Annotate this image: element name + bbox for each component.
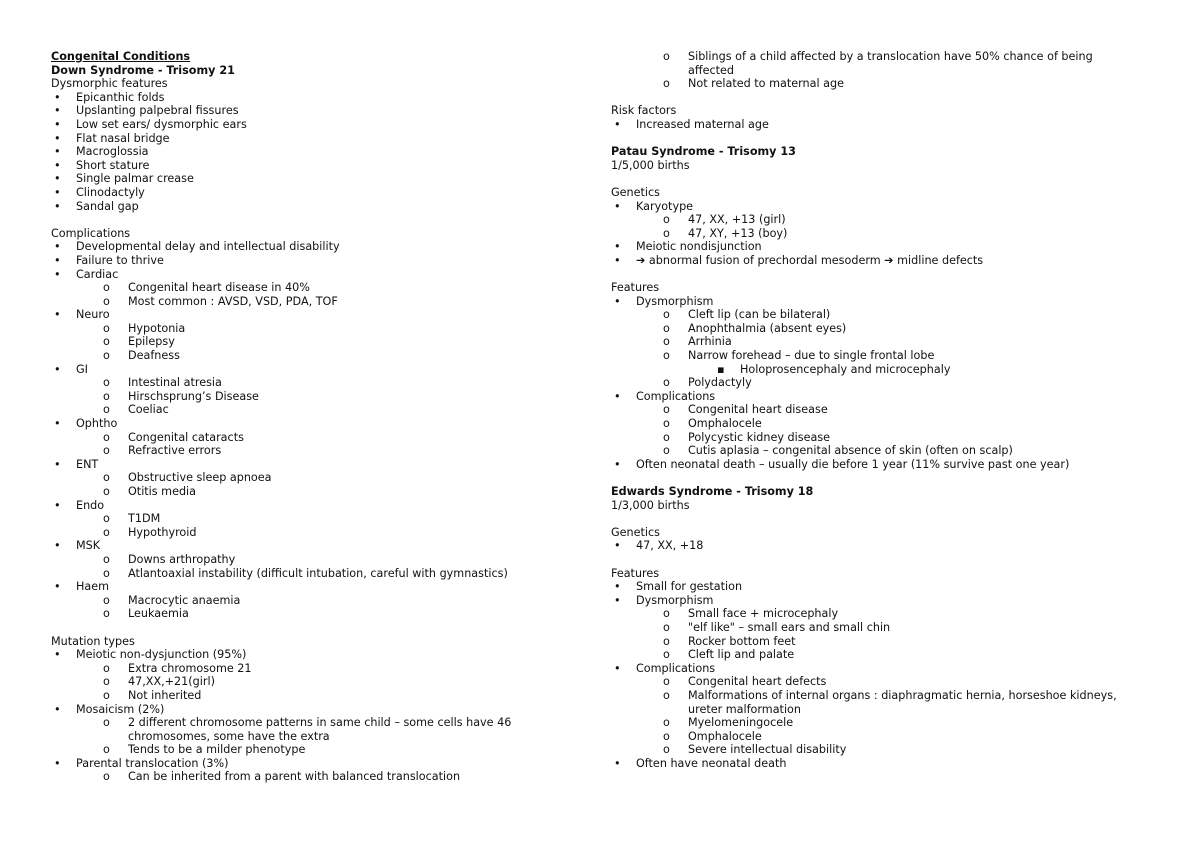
- list-item: [51, 743, 571, 757]
- list-item: [51, 132, 571, 146]
- line-text: Flat nasal bridge: [76, 131, 170, 145]
- list-item: [51, 703, 571, 717]
- section-heading: [611, 145, 1151, 159]
- list-item: [51, 567, 571, 581]
- line-text: Cardiac: [76, 267, 119, 281]
- list-item: [51, 363, 571, 377]
- bullet-icon: o: [103, 743, 110, 757]
- list-item: [611, 757, 1151, 771]
- section-label: [51, 635, 571, 649]
- bullet-icon: o: [103, 770, 110, 784]
- bullet-icon: o: [663, 335, 670, 349]
- list-item: [611, 349, 1151, 363]
- list-item: [611, 322, 1151, 336]
- line-text: Small face + microcephaly: [688, 607, 839, 621]
- list-item: [51, 526, 571, 540]
- line-text: Small for gestation: [636, 580, 743, 594]
- spacer: [611, 512, 1151, 526]
- line-text: Epicanthic folds: [76, 90, 165, 104]
- line-text: Omphalocele: [688, 729, 762, 743]
- bullet-icon: •: [54, 580, 61, 594]
- bullet-icon: •: [54, 117, 61, 131]
- list-item: [611, 458, 1151, 472]
- list-item: [51, 200, 571, 214]
- line-text: Extra chromosome 21: [128, 661, 252, 675]
- section-label: [611, 186, 1151, 200]
- bullet-icon: o: [103, 471, 110, 485]
- line-text: Congenital cataracts: [128, 430, 244, 444]
- spacer: [51, 621, 571, 635]
- bullet-icon: •: [54, 158, 61, 172]
- bullet-icon: o: [663, 213, 670, 227]
- line-text: Congenital heart defects: [688, 675, 827, 689]
- line-text: Developmental delay and intellectual disability: [76, 240, 340, 254]
- line-text: Often have neonatal death: [636, 756, 787, 770]
- bullet-icon: •: [614, 389, 621, 403]
- bullet-icon: o: [103, 389, 110, 403]
- bullet-icon: •: [54, 539, 61, 553]
- line-text: Coeliac: [128, 403, 169, 417]
- line-text: Clinodactyly: [76, 185, 145, 199]
- section-label: [51, 77, 571, 91]
- list-item: [611, 77, 1151, 91]
- bullet-icon: o: [103, 512, 110, 526]
- line-text: Polycystic kidney disease: [688, 430, 831, 444]
- list-item: [611, 213, 1151, 227]
- bullet-icon: o: [103, 321, 110, 335]
- list-item: [51, 322, 571, 336]
- spacer: [51, 213, 571, 227]
- bullet-icon: •: [54, 362, 61, 376]
- list-item: [51, 471, 571, 485]
- bullet-icon: o: [103, 607, 110, 621]
- list-item: [51, 757, 571, 771]
- line-text: Arrhinia: [688, 335, 732, 349]
- list-item: [51, 444, 571, 458]
- line-text: Complications: [636, 389, 716, 403]
- list-item: [51, 485, 571, 499]
- bullet-icon: •: [54, 498, 61, 512]
- bullet-icon: •: [54, 756, 61, 770]
- list-item: [611, 539, 1151, 553]
- list-item: [51, 104, 571, 118]
- line-text: Genetics: [611, 525, 660, 539]
- list-item: [611, 308, 1151, 322]
- bullet-icon: •: [614, 240, 621, 254]
- list-item: [51, 539, 571, 553]
- bullet-icon: o: [103, 444, 110, 458]
- section-label: [611, 499, 1151, 513]
- list-item: [51, 295, 571, 309]
- list-item: [611, 675, 1151, 689]
- line-text: Edwards Syndrome - Trisomy 18: [611, 485, 814, 498]
- line-text: Features: [611, 281, 660, 295]
- bullet-icon: •: [54, 131, 61, 145]
- bullet-icon: o: [663, 444, 670, 458]
- bullet-icon: •: [54, 702, 61, 716]
- bullet-icon: o: [103, 403, 110, 417]
- bullet-icon: o: [663, 729, 670, 743]
- line-text: Parental translocation (3%): [76, 756, 229, 770]
- bullet-icon: •: [614, 117, 621, 131]
- line-text: 47, XX, +13 (girl): [688, 213, 786, 227]
- line-text: 47, XY, +13 (boy): [688, 226, 788, 240]
- bullet-icon: o: [663, 376, 670, 390]
- bullet-icon: o: [103, 294, 110, 308]
- bullet-icon: o: [663, 620, 670, 634]
- spacer: [611, 91, 1151, 105]
- bullet-icon: o: [663, 50, 670, 63]
- line-text: Endo: [76, 498, 105, 512]
- list-item: [51, 580, 571, 594]
- line-text: 2 different chromosome patterns in same child – some cells have 46: [128, 716, 512, 730]
- bullet-icon: o: [103, 661, 110, 675]
- line-text: Macrocytic anaemia: [128, 593, 241, 607]
- line-text: Cleft lip and palate: [688, 648, 795, 662]
- bullet-icon: o: [663, 417, 670, 431]
- bullet-icon: o: [103, 552, 110, 566]
- line-text: Meiotic nondisjunction: [636, 240, 762, 254]
- list-item: [51, 662, 571, 676]
- list-item: [611, 390, 1151, 404]
- list-item: [51, 281, 571, 295]
- bullet-icon: •: [54, 199, 61, 213]
- list-item: [51, 308, 571, 322]
- list-item: [51, 240, 571, 254]
- line-text: ➔ abnormal fusion of prechordal mesoderm ➔ midline defects: [636, 253, 984, 267]
- bullet-icon: •: [54, 145, 61, 159]
- line-text: Mosaicism (2%): [76, 702, 165, 716]
- list-item: [51, 159, 571, 173]
- list-item: [611, 607, 1151, 621]
- bullet-icon: o: [103, 335, 110, 349]
- list-item: [51, 390, 571, 404]
- list-item: [51, 648, 571, 662]
- bullet-icon: •: [614, 294, 621, 308]
- bullet-icon: •: [54, 172, 61, 186]
- bullet-icon: •: [614, 661, 621, 675]
- bullet-icon: o: [663, 675, 670, 689]
- list-item: [611, 335, 1151, 349]
- list-item: [51, 145, 571, 159]
- line-text: Not inherited: [128, 688, 202, 702]
- list-item: [51, 512, 571, 526]
- list-item: [611, 621, 1151, 635]
- list-item: [611, 689, 1151, 703]
- list-item: [51, 376, 571, 390]
- line-text: chromosomes, some have the extra: [128, 729, 330, 743]
- list-item: [611, 716, 1151, 730]
- bullet-icon: •: [614, 756, 621, 770]
- list-item: [611, 118, 1151, 132]
- list-item: [611, 254, 1151, 268]
- bullet-icon: •: [54, 457, 61, 471]
- line-text: ureter malformation: [688, 702, 801, 716]
- list-item: [611, 580, 1151, 594]
- list-item: [51, 172, 571, 186]
- list-item: [611, 295, 1151, 309]
- line-text: Intestinal atresia: [128, 376, 222, 390]
- line-text: Short stature: [76, 158, 150, 172]
- line-text: 47,XX,+21(girl): [128, 675, 215, 689]
- list-item: [611, 635, 1151, 649]
- section-heading: [51, 64, 571, 78]
- section-label: [51, 227, 571, 241]
- line-text: ENT: [76, 457, 99, 471]
- list-item: [611, 363, 1151, 377]
- bullet-icon: •: [614, 539, 621, 553]
- list-item: [51, 403, 571, 417]
- line-text: Hypotonia: [128, 321, 186, 335]
- line-text: T1DM: [128, 512, 161, 526]
- list-item: [51, 458, 571, 472]
- bullet-icon: o: [663, 607, 670, 621]
- bullet-icon: o: [103, 349, 110, 363]
- list-item: [51, 716, 571, 730]
- bullet-icon: o: [663, 688, 670, 702]
- line-text: Atlantoaxial instability (difficult intubation, careful with gymnastics): [128, 566, 508, 580]
- line-text: "elf like" – small ears and small chin: [688, 620, 891, 634]
- left-column: [51, 50, 571, 784]
- line-text: GI: [76, 362, 88, 376]
- right-column: [611, 50, 1151, 770]
- section-label: [611, 526, 1151, 540]
- line-text: Leukaemia: [128, 607, 189, 621]
- line-text: Severe intellectual disability: [688, 743, 847, 757]
- bullet-icon: o: [103, 716, 110, 730]
- list-item: [51, 607, 571, 621]
- line-text: Karyotype: [636, 199, 694, 213]
- list-item: [51, 594, 571, 608]
- list-item: [611, 50, 1151, 64]
- bullet-icon: o: [103, 593, 110, 607]
- line-text: Most common : AVSD, VSD, PDA, TOF: [128, 294, 338, 308]
- spacer: [611, 268, 1151, 282]
- line-text: Cutis aplasia – congenital absence of skin (often on scalp): [688, 444, 1013, 458]
- bullet-icon: o: [103, 688, 110, 702]
- section-label: [611, 281, 1151, 295]
- bullet-icon: •: [54, 648, 61, 662]
- line-text: Failure to thrive: [76, 253, 164, 267]
- bullet-icon: •: [54, 240, 61, 254]
- line-text: Malformations of internal organs : diaphragmatic hernia, horseshoe kidneys,: [688, 688, 1117, 702]
- line-text: Downs arthropathy: [128, 552, 236, 566]
- line-text: Mutation types: [51, 634, 135, 648]
- list-item: [611, 200, 1151, 214]
- line-text: Narrow forehead – due to single frontal lobe: [688, 349, 935, 363]
- bullet-icon: •: [614, 253, 621, 267]
- bullet-icon: o: [663, 349, 670, 363]
- bullet-icon: o: [103, 430, 110, 444]
- bullet-icon: o: [663, 430, 670, 444]
- list-item: [611, 227, 1151, 241]
- bullet-icon: o: [663, 634, 670, 648]
- line-text: 1/5,000 births: [611, 158, 690, 172]
- line-text: Otitis media: [128, 485, 197, 498]
- line-text: Upslanting palpebral fissures: [76, 104, 239, 118]
- line-text: Congenital Conditions: [51, 50, 191, 63]
- bullet-icon: •: [54, 267, 61, 281]
- line-text: Patau Syndrome - Trisomy 13: [611, 145, 796, 159]
- list-item: [51, 675, 571, 689]
- bullet-icon: •: [54, 308, 61, 322]
- bullet-icon: o: [663, 648, 670, 662]
- line-text: affected: [688, 63, 734, 77]
- line-text: Can be inherited from a parent with balanced translocation: [128, 770, 461, 784]
- list-item: [611, 403, 1151, 417]
- line-text: Single palmar crease: [76, 172, 194, 186]
- line-text: Obstructive sleep apnoea: [128, 471, 272, 485]
- bullet-icon: o: [103, 376, 110, 390]
- line-text: 47, XX, +18: [636, 539, 704, 553]
- line-text: Increased maternal age: [636, 117, 769, 131]
- bullet-icon: o: [663, 321, 670, 335]
- bullet-icon: o: [663, 716, 670, 730]
- list-item: [51, 91, 571, 105]
- line-text: 1/3,000 births: [611, 498, 690, 512]
- list-item: [611, 594, 1151, 608]
- spacer: [611, 553, 1151, 567]
- line-text: Anophthalmia (absent eyes): [688, 321, 847, 335]
- spacer: [611, 172, 1151, 186]
- bullet-icon: •: [54, 417, 61, 431]
- list-item: [51, 186, 571, 200]
- bullet-icon: •: [614, 199, 621, 213]
- bullet-icon: o: [103, 525, 110, 539]
- line-text: Siblings of a child affected by a translocation have 50% chance of being: [688, 50, 1093, 63]
- line-text: Refractive errors: [128, 444, 222, 458]
- bullet-icon: o: [103, 675, 110, 689]
- line-text: Features: [611, 566, 660, 580]
- line-text: Haem: [76, 580, 110, 594]
- list-item: [51, 417, 571, 431]
- bullet-icon: •: [614, 593, 621, 607]
- list-item: [51, 349, 571, 363]
- line-text: Meiotic non-dysjunction (95%): [76, 648, 247, 662]
- list-item: [51, 770, 571, 784]
- list-item: [611, 662, 1151, 676]
- bullet-icon: o: [663, 308, 670, 322]
- line-text: Hirschsprung’s Disease: [128, 389, 259, 403]
- line-text: Deafness: [128, 349, 180, 363]
- section-label: [611, 104, 1151, 118]
- bullet-icon: •: [54, 90, 61, 104]
- line-text: Epilepsy: [128, 335, 175, 349]
- line-text: Dysmorphic features: [51, 77, 168, 91]
- line-text: Often neonatal death – usually die before 1 year (11% survive past one year): [636, 457, 1070, 471]
- list-item: [51, 553, 571, 567]
- line-text: Complications: [51, 226, 131, 240]
- line-text: Sandal gap: [76, 199, 139, 213]
- line-text: Tends to be a milder phenotype: [128, 743, 306, 757]
- spacer: [611, 471, 1151, 485]
- line-text: Dysmorphism: [636, 294, 714, 308]
- section-heading: [611, 485, 1151, 499]
- line-text: Macroglossia: [76, 145, 149, 159]
- spacer: [611, 132, 1151, 146]
- bullet-icon: •: [614, 457, 621, 471]
- bullet-icon: o: [663, 226, 670, 240]
- line-text: Down Syndrome - Trisomy 21: [51, 63, 235, 77]
- document-title: [51, 50, 571, 64]
- bullet-icon: •: [54, 253, 61, 267]
- line-text: Congenital heart disease in 40%: [128, 281, 310, 295]
- list-item-continuation: [51, 730, 571, 744]
- bullet-icon: o: [663, 77, 670, 91]
- list-item: [51, 268, 571, 282]
- list-item: [51, 499, 571, 513]
- line-text: Low set ears/ dysmorphic ears: [76, 117, 247, 131]
- line-text: Cleft lip (can be bilateral): [688, 308, 831, 322]
- section-label: [611, 567, 1151, 581]
- list-item: [51, 689, 571, 703]
- line-text: Omphalocele: [688, 417, 762, 431]
- list-item: [51, 335, 571, 349]
- line-text: MSK: [76, 539, 101, 553]
- line-text: Not related to maternal age: [688, 77, 844, 91]
- list-item: [51, 254, 571, 268]
- line-text: Neuro: [76, 308, 110, 322]
- bullet-icon: o: [103, 485, 110, 498]
- line-text: Risk factors: [611, 104, 677, 118]
- bullet-icon: •: [614, 580, 621, 594]
- section-label: [611, 159, 1151, 173]
- bullet-icon: o: [663, 403, 670, 417]
- list-item-continuation: [611, 64, 1151, 78]
- line-text: Genetics: [611, 185, 660, 199]
- list-item: [611, 743, 1151, 757]
- line-text: Rocker bottom feet: [688, 634, 796, 648]
- list-item: [611, 376, 1151, 390]
- line-text: Myelomeningocele: [688, 716, 794, 730]
- line-text: Polydactyly: [688, 376, 752, 390]
- line-text: Dysmorphism: [636, 593, 714, 607]
- line-text: Hypothyroid: [128, 525, 197, 539]
- bullet-icon: o: [663, 743, 670, 757]
- list-item: [51, 118, 571, 132]
- line-text: Ophtho: [76, 417, 118, 431]
- list-item-continuation: [611, 703, 1151, 717]
- bullet-icon: •: [54, 104, 61, 118]
- list-item: [51, 431, 571, 445]
- list-item: [611, 240, 1151, 254]
- list-item: [611, 730, 1151, 744]
- list-item: [611, 431, 1151, 445]
- list-item: [611, 444, 1151, 458]
- line-text: Holoprosencephaly and microcephaly: [740, 362, 951, 376]
- bullet-icon: o: [103, 566, 110, 580]
- list-item: [611, 417, 1151, 431]
- bullet-icon: ▪: [717, 362, 725, 376]
- bullet-icon: o: [103, 281, 110, 295]
- list-item: [611, 648, 1151, 662]
- line-text: Complications: [636, 661, 716, 675]
- bullet-icon: •: [54, 185, 61, 199]
- line-text: Congenital heart disease: [688, 403, 828, 417]
